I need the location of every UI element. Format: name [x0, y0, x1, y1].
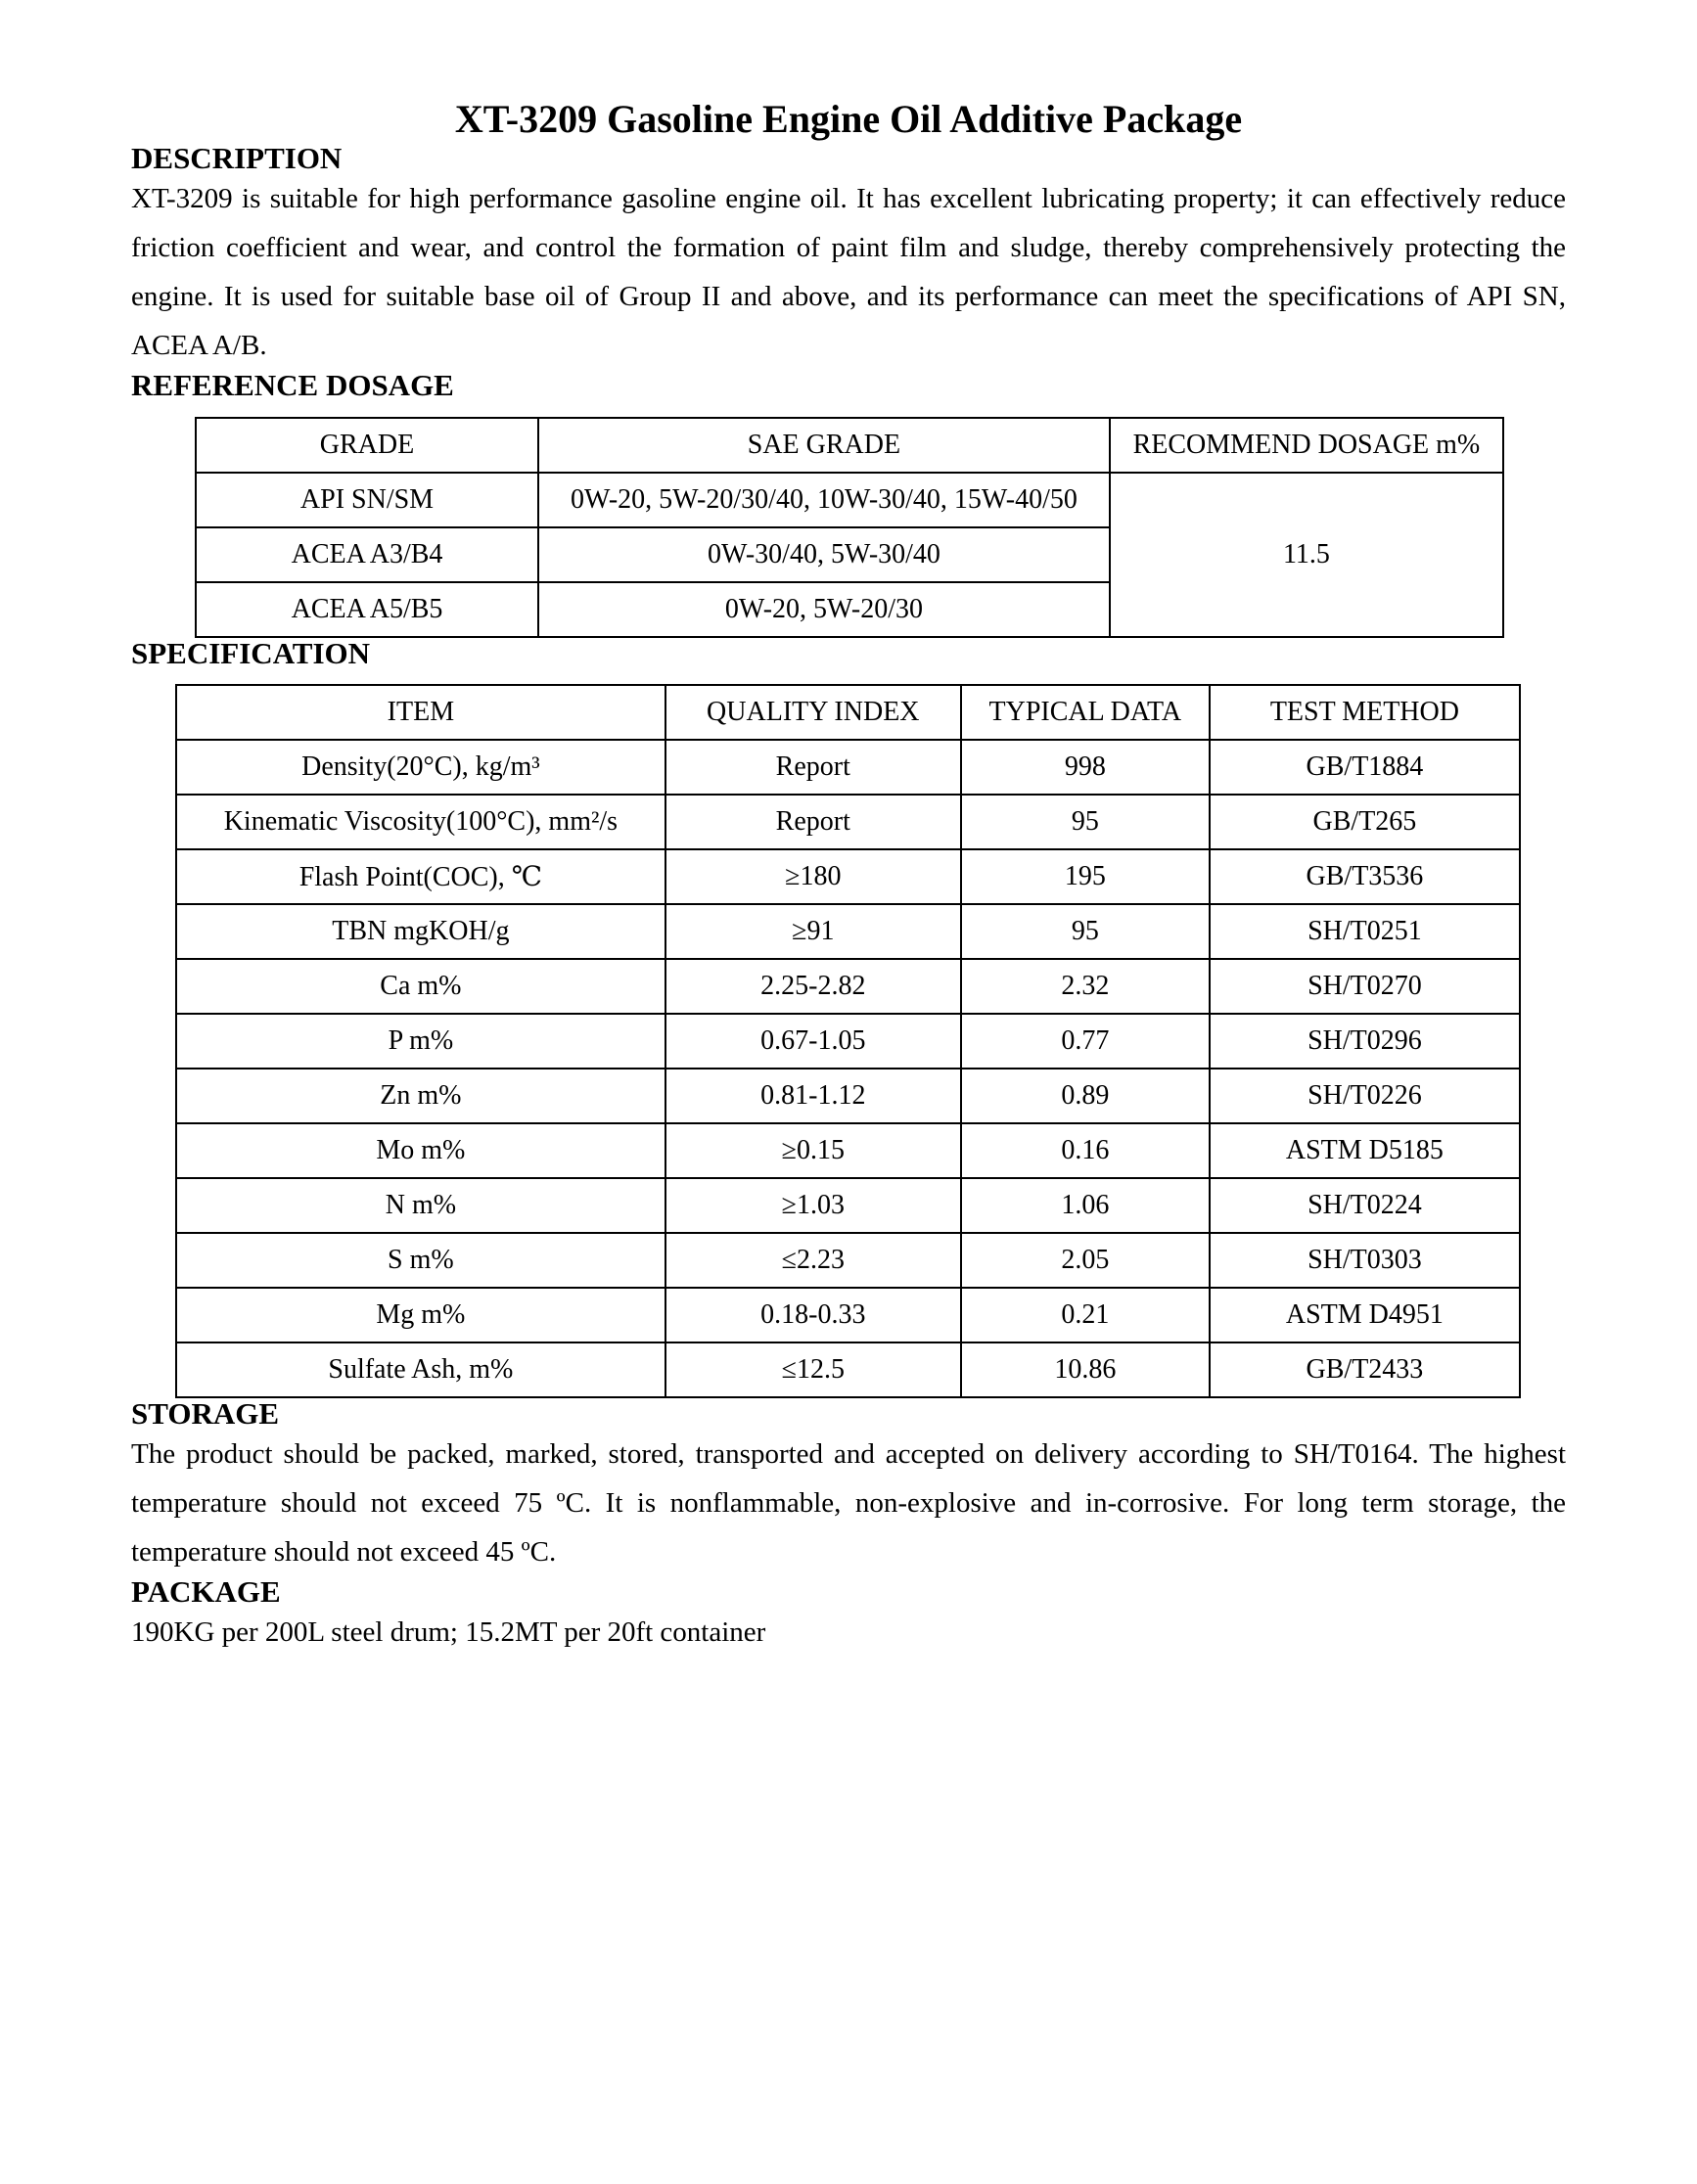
reference-dosage-table	[195, 417, 1504, 638]
table-cell: 95	[961, 795, 1210, 849]
section-heading-storage: STORAGE	[131, 1396, 280, 1431]
table-cell: Mo m%	[176, 1123, 665, 1178]
table-cell: 0.89	[961, 1069, 1210, 1123]
column-header-typical-data: TYPICAL DATA	[961, 685, 1210, 740]
table-cell: ≥0.15	[665, 1123, 961, 1178]
table-row	[176, 1342, 1520, 1397]
table-cell: GB/T2433	[1210, 1342, 1520, 1397]
column-header-test-method: TEST METHOD	[1210, 685, 1520, 740]
table-cell: SH/T0226	[1210, 1069, 1520, 1123]
table-cell: ≥180	[665, 849, 961, 904]
table-cell: ASTM D5185	[1210, 1123, 1520, 1178]
document-page	[0, 96, 1697, 1657]
table-cell: 0W-20, 5W-20/30	[538, 582, 1110, 637]
table-cell: 2.25-2.82	[665, 959, 961, 1014]
section-heading-reference-dosage: REFERENCE DOSAGE	[131, 368, 454, 402]
table-cell: 2.05	[961, 1233, 1210, 1288]
table-cell: 998	[961, 740, 1210, 795]
description-paragraph: XT-3209 is suitable for high performance gasoline engine oil. It has excellent lubricating property; it can effectively reduce friction coefficient and wear, and control the formation of paint film and sludge, thereby comprehensively protecting the engine. It is used for suitable base oil of Group II and above, and its performance can meet the specifications of API SN, ACEA A/B.	[131, 183, 1566, 361]
storage-paragraph: The product should be packed, marked, stored, transported and accepted on delivery according to SH/T0164. The highest temperature should not exceed 75 ºC. It is nonflammable, non-explosive and in-corrosive. For long term storage, the temperature should not exceed 45 ºC.	[131, 1438, 1566, 1568]
table-cell: 0W-20, 5W-20/30/40, 10W-30/40, 15W-40/50	[538, 473, 1110, 527]
table-cell: 95	[961, 904, 1210, 959]
table-row	[176, 795, 1520, 849]
package-text: 190KG per 200L steel drum; 15.2MT per 20ft container	[131, 1616, 766, 1648]
table-cell: GB/T3536	[1210, 849, 1520, 904]
table-cell: ACEA A5/B5	[196, 582, 538, 637]
table-header-row	[196, 418, 1503, 473]
section-heading-specification: SPECIFICATION	[131, 636, 371, 670]
table-row	[196, 473, 1503, 527]
table-row	[176, 1123, 1520, 1178]
table-cell: Ca m%	[176, 959, 665, 1014]
specification-table	[175, 684, 1521, 1398]
table-cell: 0.67-1.05	[665, 1014, 961, 1069]
table-cell: Density(20°C), kg/m³	[176, 740, 665, 795]
table-cell: API SN/SM	[196, 473, 538, 527]
column-header-quality-index: QUALITY INDEX	[665, 685, 961, 740]
section-heading-package: PACKAGE	[131, 1574, 281, 1609]
table-cell: SH/T0270	[1210, 959, 1520, 1014]
section-heading-description: DESCRIPTION	[131, 141, 343, 175]
table-cell: GB/T265	[1210, 795, 1520, 849]
table-cell: ≤12.5	[665, 1342, 961, 1397]
table-cell: ≥1.03	[665, 1178, 961, 1233]
column-header-grade: GRADE	[196, 418, 538, 473]
table-cell-recommend-dosage: 11.5	[1110, 473, 1503, 637]
table-row	[176, 1178, 1520, 1233]
table-cell: SH/T0251	[1210, 904, 1520, 959]
table-cell: Report	[665, 740, 961, 795]
table-cell: 10.86	[961, 1342, 1210, 1397]
table-cell: 0W-30/40, 5W-30/40	[538, 527, 1110, 582]
table-cell: 0.21	[961, 1288, 1210, 1342]
table-row	[176, 1288, 1520, 1342]
table-cell: 0.16	[961, 1123, 1210, 1178]
table-cell: SH/T0224	[1210, 1178, 1520, 1233]
table-cell: Flash Point(COC), ℃	[176, 849, 665, 904]
table-cell: S m%	[176, 1233, 665, 1288]
table-cell: Mg m%	[176, 1288, 665, 1342]
table-cell: 195	[961, 849, 1210, 904]
table-cell: 0.77	[961, 1014, 1210, 1069]
column-header-recommend-dosage: RECOMMEND DOSAGE m%	[1110, 418, 1503, 473]
table-cell: 0.18-0.33	[665, 1288, 961, 1342]
table-cell: SH/T0296	[1210, 1014, 1520, 1069]
table-cell: P m%	[176, 1014, 665, 1069]
table-row	[176, 1233, 1520, 1288]
table-row	[176, 1069, 1520, 1123]
table-cell: ACEA A3/B4	[196, 527, 538, 582]
table-cell: 1.06	[961, 1178, 1210, 1233]
table-cell: ≤2.23	[665, 1233, 961, 1288]
table-cell: Report	[665, 795, 961, 849]
table-row	[176, 1014, 1520, 1069]
table-cell: GB/T1884	[1210, 740, 1520, 795]
table-header-row	[176, 685, 1520, 740]
page-title: XT-3209 Gasoline Engine Oil Additive Package	[454, 97, 1243, 141]
table-row	[176, 849, 1520, 904]
column-header-sae-grade: SAE GRADE	[538, 418, 1110, 473]
column-header-item: ITEM	[176, 685, 665, 740]
table-cell: Sulfate Ash, m%	[176, 1342, 665, 1397]
table-cell: 0.81-1.12	[665, 1069, 961, 1123]
table-row	[176, 740, 1520, 795]
table-row	[176, 959, 1520, 1014]
table-row	[176, 904, 1520, 959]
table-cell: N m%	[176, 1178, 665, 1233]
table-cell: Zn m%	[176, 1069, 665, 1123]
table-cell: 2.32	[961, 959, 1210, 1014]
table-cell: TBN mgKOH/g	[176, 904, 665, 959]
table-cell: SH/T0303	[1210, 1233, 1520, 1288]
table-cell: ASTM D4951	[1210, 1288, 1520, 1342]
table-cell: Kinematic Viscosity(100°C), mm²/s	[176, 795, 665, 849]
table-cell: ≥91	[665, 904, 961, 959]
